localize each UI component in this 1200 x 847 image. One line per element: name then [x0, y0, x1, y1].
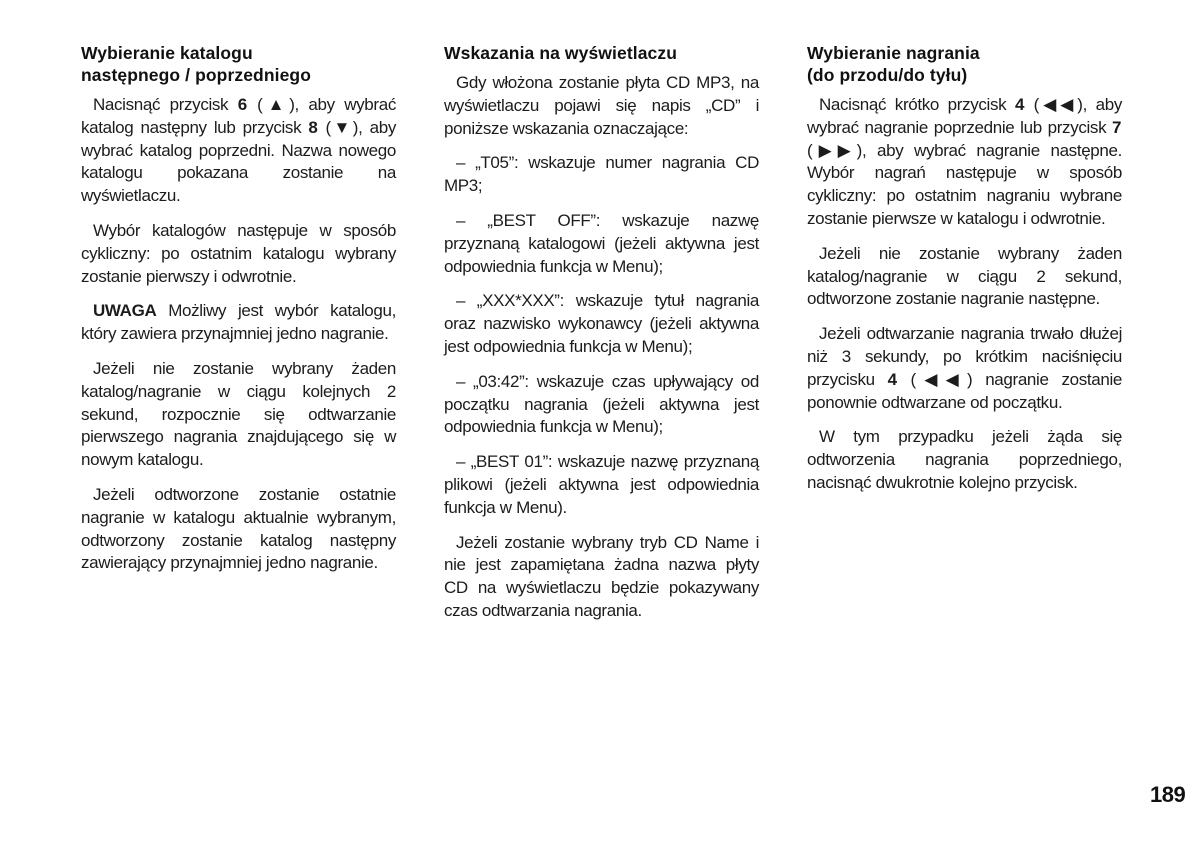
text-run: Nacisnąć przycisk [93, 95, 238, 114]
text-run: ), aby wybrać nagranie następne. Wybór nagrań następuje w sposób cykliczny: po ostatnim nagraniu wybrane zostanie pierwsze w katalogu i odwrotnie. [807, 140, 1122, 228]
text-run: ), aby wybrać katalog poprzedni. Nazwa nowego katalogu pokazana zostanie na wyświetlaczu. [81, 117, 396, 206]
list-item: – „BEST 01”: wskazuje nazwę przyznaną plikowi (jeżeli aktywna jest odpowiednia funkcja w Menu). [444, 452, 759, 517]
list-item: – „BEST OFF”: wskazuje nazwę przyznaną katalogowi (jeżeli aktywna jest odpowiednia funkcja w Menu); [444, 210, 759, 276]
heading-line: Wybieranie nagrania [807, 43, 980, 63]
paragraph: Wybór katalogów następuje w sposób cykliczny: po ostatnim katalogu wybrany zostanie pierwszy i odwrotnie. [81, 220, 396, 286]
paragraph: Gdy włożona zostanie płyta CD MP3, na wyświetlaczu pojawi się napis „CD” i poniższe wskazania oznaczające: [444, 73, 759, 138]
note-text: Możliwy jest wybór katalogu, który zawiera przynajmniej jedno nagranie. [81, 301, 396, 344]
button-reference: 6 [237, 95, 248, 114]
heading-line: (do przodu/do tyłu) [807, 65, 968, 85]
rewind-icon: ◀◀ [915, 369, 967, 389]
page-number: 189 [1150, 782, 1186, 807]
text-run: ( [318, 117, 331, 137]
list-item: – „T05”: wskazuje numer nagrania CD MP3; [444, 153, 759, 196]
section-heading-display: Wskazania na wyświetlaczu [444, 43, 678, 63]
text-run: Nacisnąć krótko przycisk [819, 95, 1015, 114]
up-arrow-icon: ▲ [262, 95, 290, 114]
column-catalog-selection [81, 42, 396, 587]
paragraph: W tym przypadku jeżeli żąda się odtworzenia nagrania poprzedniego, nacisnąć dwukrotnie kolejno przycisk. [807, 427, 1122, 492]
heading-line: Wybieranie katalogu [81, 43, 253, 63]
heading-line: następnego / poprzedniego [81, 65, 312, 85]
button-reference: 4 [887, 369, 898, 389]
button-reference: 4 [1014, 95, 1025, 114]
paragraph: Jeżeli nie zostanie wybrany żaden katalog/nagranie w ciągu 2 sekund, odtworzone zostanie nagranie następne. [807, 243, 1122, 309]
text-run: ), aby wybrać katalog następny lub przycisk [81, 95, 396, 137]
note-paragraph [81, 300, 396, 346]
paragraph: Jeżeli zostanie wybrany tryb CD Name i nie jest zapamiętana żadna nazwa płyty CD na wyświetlaczu będzie pokazywany czas odtwarzania nagrania. [444, 532, 759, 620]
list-item: – „03:42”: wskazuje czas upływający od początku nagrania (jeżeli aktywna jest odpowiednia funkcja w Menu); [444, 371, 759, 437]
column-track-selection [807, 42, 1122, 507]
rewind-icon: ◀◀ [1038, 95, 1078, 114]
column-display-indications [444, 42, 759, 635]
text-run: ( [247, 95, 263, 114]
paragraph [807, 94, 1122, 231]
note-label: UWAGA [93, 301, 157, 321]
paragraph [81, 94, 396, 208]
paragraph: Jeżeli odtworzone zostanie ostatnie nagranie w katalogu aktualnie wybranym, odtworzony zostanie katalog następny zawierający przynajmniej jedno nagranie. [81, 484, 396, 573]
down-arrow-icon: ▼ [330, 117, 353, 137]
text-run: ( [1024, 95, 1039, 114]
paragraph [807, 323, 1122, 414]
button-reference: 7 [1112, 117, 1122, 137]
section-heading-catalog [81, 42, 396, 86]
text-run: ( [807, 140, 813, 160]
paragraph: Jeżeli nie zostanie wybrany żaden katalog/nagranie w ciągu kolejnych 2 sekund, rozpocznie się odtwarzanie pierwszego nagrania znajdującego się w nowym katalogu. [81, 358, 396, 470]
list-item: – „XXX*XXX”: wskazuje tytuł nagrania oraz nazwisko wykonawcy (jeżeli aktywna jest odpowiednia funkcja w Menu); [444, 291, 759, 356]
text-run: ( [897, 369, 916, 389]
button-reference: 8 [308, 117, 319, 137]
fast-forward-icon: ▶▶ [812, 140, 857, 160]
text-run: ) nagranie zostanie ponownie odtwarzane od początku. [807, 369, 1122, 412]
text-run: ), aby wybrać nagranie poprzednie lub przycisk [807, 95, 1123, 137]
section-heading-track [807, 42, 1122, 86]
text-run: Jeżeli odtwarzanie nagrania trwało dłużej niż 3 sekundy, po krótkim naciśnięciu przycisku [807, 324, 1122, 389]
